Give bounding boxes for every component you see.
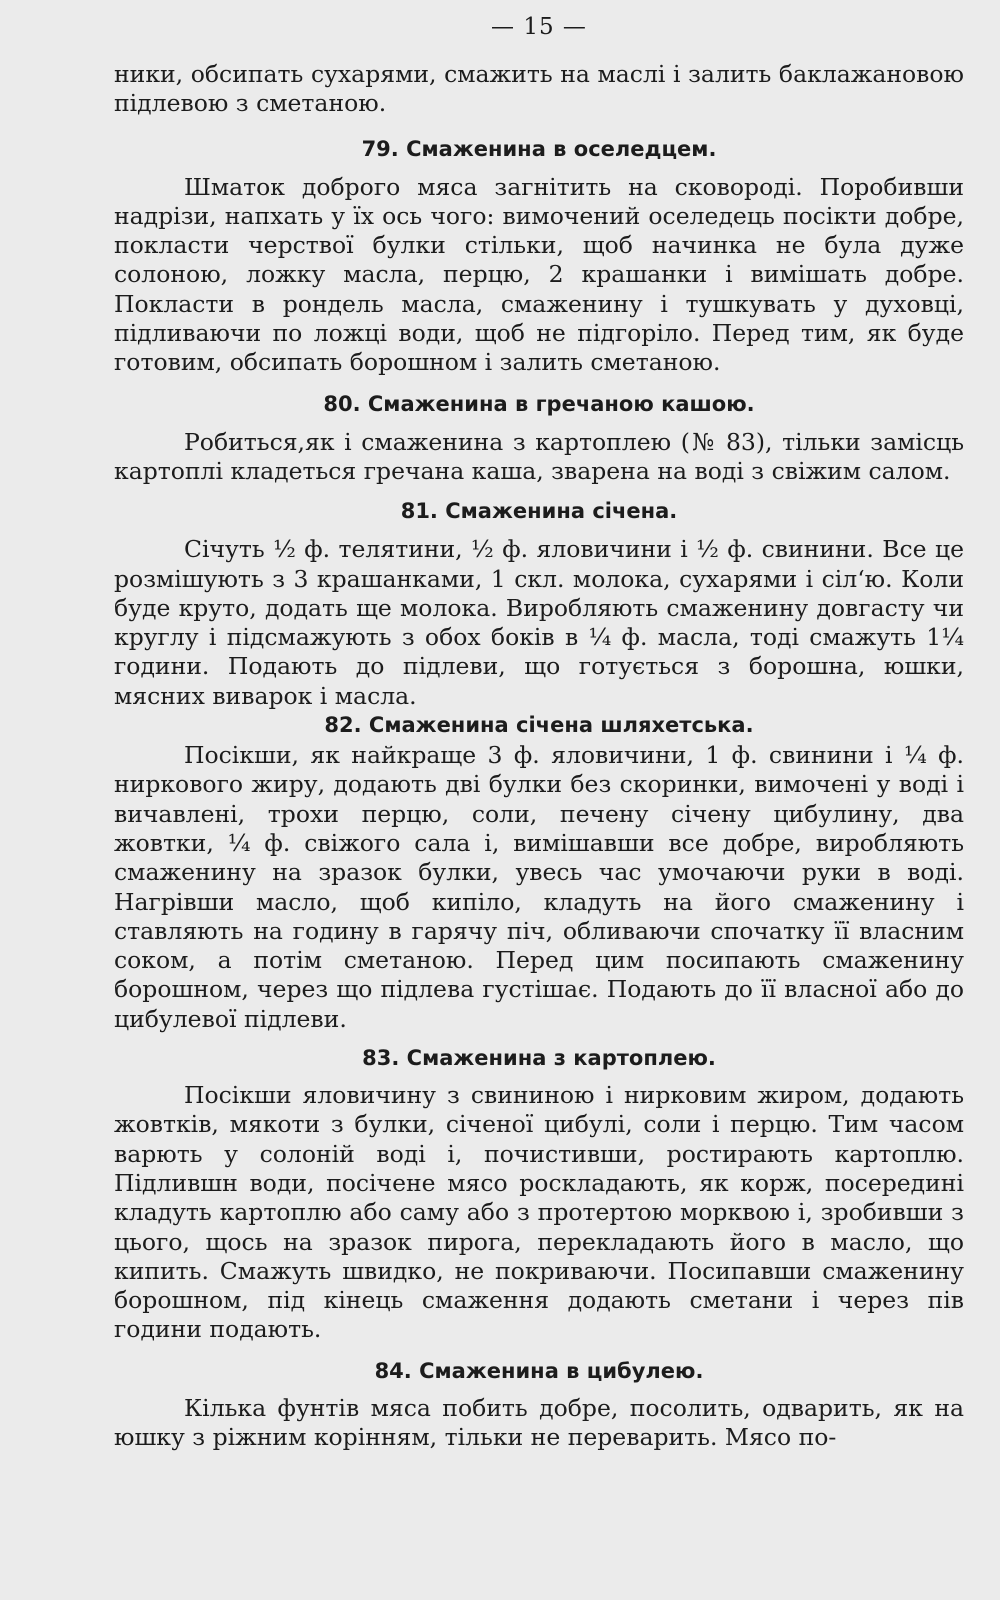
page-number: — 15 — bbox=[491, 14, 587, 40]
recipe-text-81: Січуть ½ ф. телятини, ½ ф. яловичини і ½ ф. свинини. Все це розмішують з 3 крашанками, 1 скл. молока, сухарями і сіл‘ю. Коли буде круто, додать ще молока. Виробляють смаженину довгасту чи круглу і підсмажують з обох боків в ¼ ф. масла, тоді смажуть 1¼ години. Подають до підлеви, що готується з борошна, юшки, мясних виварок і масла. bbox=[114, 535, 964, 710]
recipe-text-83: Посікши яловичину з свининою і нирковим жиром, додають жовтків, мякоти з булки, січеної цибулі, соли і перцю. Тим часом варють у солоній воді і, почистивши, ростирають картоплю. Підлившн води, посічене мясо роскладають, як корж, посередині кладуть картоплю або саму або з протертою морквою і, зробивши з цього, щось на зразок пирога, перекладають його в масло, що кипить. Смажуть швидко, не покриваючи. Посипавши смаженину борошном, під кінець смаження додають сметани і через пів години подають. bbox=[114, 1081, 964, 1344]
paragraph-continuation: ники, обсипать сухарями, смажить на маслі і залить баклажановою підлевою з сметаною. bbox=[114, 60, 964, 118]
recipe-text-82: Посікши, як найкраще 3 ф. яловичини, 1 ф. свинини і ¼ ф. ниркового жиру, додають дві булки без скоринки, вимочені у воді і вичавлені, трохи перцю, соли, печену січену цибулину, два жовтки, ¼ ф. свіжого сала і, вимішавши все добре, виробляють смаженину на зразок булки, увесь час умочаючи руки в воді. Нагрівши масло, щоб кипіло, кладуть на його смаженину і ставляють на годину в гарячу піч, обливаючи спочатку її власним соком, а потім сметаною. Перед цим посипають смаженину борошном, через що підлева густішає. Подають до її власної або до цибулевої підлеви. bbox=[114, 741, 964, 1033]
recipe-heading-80: 80. Смаженина в гречаною кашою. bbox=[323, 391, 755, 416]
recipe-heading-81: 81. Смаженина січена. bbox=[400, 499, 678, 524]
recipe-text-79: Шматок доброго мяса загнітить на сковороді. Поробивши надрізи, напхать у їх ось чого: вимочений оселедець посікти добре, покласти черствої булки стільки, щоб начинка не була дуже солоною, ложку масла, перцю, 2 крашанки і вимішать добре. Покласти в рондель масла, смаженину і тушкувать у духовці, підливаючи по ложці води, щоб не підгоріло. Перед тим, як буде готовим, обсипать борошном і залить сметаною. bbox=[114, 172, 964, 377]
recipe-heading-84: 84. Смаженина в цибулею. bbox=[374, 1358, 704, 1383]
recipe-heading-82: 82. Смаженина січена шляхетська. bbox=[324, 713, 754, 738]
recipe-text-84: Кілька фунтів мяса побить добре, посолить, одварить, як на юшку з ріжним корінням, тільки не переварить. Мясо по- bbox=[114, 1393, 964, 1451]
recipe-text-80: Робиться,як і смаженина з картоплею (№ 83), тільки замісць картоплі кладеться гречана каша, зварена на воді з свіжим салом. bbox=[114, 427, 964, 485]
recipe-heading-83: 83. Смаженина з картоплею. bbox=[362, 1046, 716, 1071]
recipe-heading-79: 79. Смаженина в оселедцем. bbox=[361, 136, 717, 161]
